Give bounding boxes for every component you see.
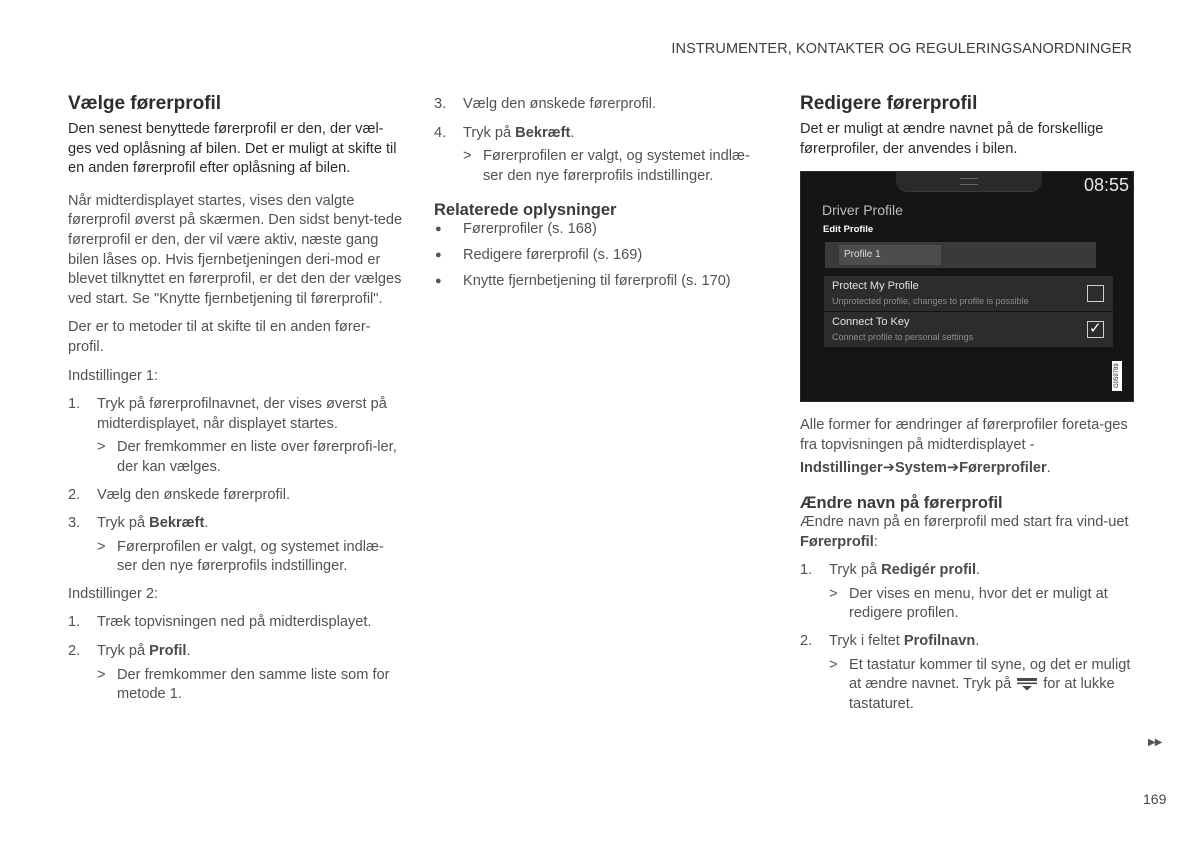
step-text: Tryk på Profil. <box>97 643 191 660</box>
arrow-right-icon: ➔ <box>882 460 895 477</box>
page-number: 169 <box>1143 791 1167 807</box>
related-link[interactable] <box>434 246 764 266</box>
result-text: Førerprofilen er valgt, og systemet indlæ-ser den nye førerprofils indstillinger. <box>117 538 384 575</box>
paragraph: Der er to metoder til at skifte til en anden fører-profil. <box>68 319 371 355</box>
column-left <box>68 92 403 713</box>
menu-path: Indstillinger➔System➔Førerprofiler. <box>800 460 1051 477</box>
continue-icon: ▶▶ <box>1148 737 1162 748</box>
ui-term: Førerprofil <box>800 533 874 550</box>
related-heading: Relaterede oplysninger <box>434 201 617 220</box>
step-result <box>68 438 403 477</box>
checkmark-icon: ✓ <box>1089 320 1102 338</box>
step-text: Vælg den ønskede førerprofil. <box>97 486 291 503</box>
paragraph: Alle former for ændringer af førerprofiler foreta-ges fra topvisningen på midterdisplayet - <box>800 417 1128 453</box>
step-result <box>68 666 403 705</box>
step-number: 2. <box>800 632 813 649</box>
column-right <box>800 92 1136 722</box>
row-subtitle: Connect profile to personal settings <box>832 332 974 343</box>
step-text: Træk topvisningen ned på midterdisplayet. <box>97 614 372 631</box>
screen-subtitle: Edit Profile <box>823 224 874 236</box>
connect-key-checkbox[interactable] <box>1087 321 1104 338</box>
step-item <box>68 486 403 506</box>
connect-key-row[interactable] <box>824 312 1113 347</box>
ui-term: Profilnavn <box>903 632 976 649</box>
result-arrow-icon: > <box>829 585 838 602</box>
running-header: INSTRUMENTER, KONTAKTER OG REGULERINGSANORDNINGER <box>671 41 1132 57</box>
step-number: 2. <box>68 643 81 660</box>
lead-paragraph: Den senest benyttede førerprofil er den, der væl-ges ved oplåsning af bilen. Det er muligt at skifte til en anden førerprofil efter oplåsning af bilen. <box>68 121 397 177</box>
method-label: Indstillinger 2: <box>68 585 159 602</box>
step-result <box>68 538 403 577</box>
result-text: Der fremkommer en liste over førerprofi-ler, der kan vælges. <box>117 439 397 475</box>
screen-title: Driver Profile <box>822 202 903 219</box>
step-item <box>68 613 403 633</box>
step-item <box>68 395 403 434</box>
row-title: Protect My Profile <box>832 280 919 293</box>
step-text: Tryk på Bekræft. <box>463 124 575 141</box>
bullet-icon: ● <box>435 248 442 261</box>
step-text: Tryk på Bekræft. <box>97 515 209 532</box>
result-arrow-icon: > <box>97 666 106 683</box>
column-middle <box>434 95 764 297</box>
method-label: Indstillinger 1: <box>68 367 159 384</box>
step-number: 2. <box>68 486 81 503</box>
related-link-text[interactable]: Førerprofiler (s. 168) <box>463 221 597 238</box>
step-item <box>800 561 1136 581</box>
bullet-icon: ● <box>435 274 442 287</box>
related-link[interactable] <box>434 272 764 292</box>
arrow-right-icon: ➔ <box>946 460 960 477</box>
step-result <box>800 656 1136 715</box>
result-text: Der fremkommer den samme liste som for metode 1. <box>117 666 390 703</box>
result-text: Der vises en menu, hvor det er muligt at redigere profilen. <box>849 585 1108 622</box>
step-text: Vælg den ønskede førerprofil. <box>463 96 657 112</box>
step-result <box>434 147 764 186</box>
step-item <box>800 632 1136 652</box>
step-result <box>800 585 1136 624</box>
step-text: Tryk på førerprofilnavnet, der vises øverst på midterdisplayet, når displayet startes. <box>97 396 387 432</box>
lead-paragraph: Det er muligt at ændre navnet på de forskellige førerprofiler, der anvendes i bilen. <box>800 121 1104 157</box>
profile-name-field[interactable] <box>825 242 1096 268</box>
step-item <box>434 95 764 115</box>
ui-term: Profil <box>149 643 187 660</box>
result-arrow-icon: > <box>97 439 106 456</box>
ui-term: Redigér profil <box>881 562 977 579</box>
row-subtitle: Unprotected profile, changes to profile is possible <box>832 296 1029 307</box>
paragraph: Ændre navn på en førerprofil med start fra vind-uet Førerprofil: <box>800 513 1129 550</box>
ui-term: System <box>894 460 947 477</box>
step-item <box>68 514 403 534</box>
result-arrow-icon: > <box>97 538 106 555</box>
sub-heading: Ændre navn på førerprofil <box>800 493 1003 512</box>
step-text: Tryk i feltet Profilnavn. <box>829 632 980 649</box>
section-heading: Redigere førerprofil <box>800 93 978 114</box>
bullet-icon: ● <box>435 223 442 236</box>
step-number: 4. <box>434 124 447 141</box>
related-link[interactable] <box>434 220 764 240</box>
row-title: Connect To Key <box>832 316 910 329</box>
result-arrow-icon: > <box>829 656 838 673</box>
step-number: 3. <box>434 96 447 112</box>
step-number: 1. <box>68 396 81 413</box>
drag-handle-icon <box>960 178 978 185</box>
result-text: Et tastatur kommer til syne, og det er muligt at ændre navnet. Tryk på for at lukke tastaturet. <box>849 656 1131 712</box>
paragraph: Når midterdisplayet startes, vises den valgte førerprofil øverst på skærmen. Den sidst benyt-tede førerprofil er den, der vil være aktiv, næste gang bilen låses op. Hvis fjernbetjeningen deri-mod er blevet tilknyttet en førerprofil, er det den der vælges ved start. Se "Knytte fjernbetjening til førerprofil". <box>68 192 403 307</box>
step-number: 3. <box>68 515 81 532</box>
ui-term: Indstillinger <box>800 460 883 477</box>
result-text: Førerprofilen er valgt, og systemet indlæ-ser den nye førerprofils indstillinger. <box>483 148 750 184</box>
step-item <box>434 124 764 144</box>
ui-term: Bekræft <box>149 515 205 532</box>
keyboard-close-icon <box>1016 677 1038 691</box>
protect-profile-row[interactable] <box>824 276 1113 311</box>
image-code: G059789 <box>1112 361 1122 391</box>
related-link-text[interactable]: Knytte fjernbetjening til førerprofil (s. 170) <box>463 272 731 289</box>
step-number: 1. <box>68 614 81 631</box>
result-arrow-icon: > <box>463 148 472 165</box>
step-text: Tryk på Redigér profil. <box>829 562 981 579</box>
protect-profile-checkbox[interactable] <box>1087 285 1104 302</box>
clock: 08:55 <box>1083 175 1129 196</box>
center-display-screenshot <box>800 171 1134 402</box>
section-heading: Vælge førerprofil <box>68 93 222 114</box>
step-number: 1. <box>800 562 813 579</box>
profile-name-value: Profile 1 <box>839 245 941 265</box>
ui-term: Førerprofiler <box>959 460 1047 477</box>
related-link-text[interactable]: Redigere førerprofil (s. 169) <box>463 246 643 263</box>
ui-term: Bekræft <box>515 124 571 141</box>
step-item <box>68 642 403 662</box>
